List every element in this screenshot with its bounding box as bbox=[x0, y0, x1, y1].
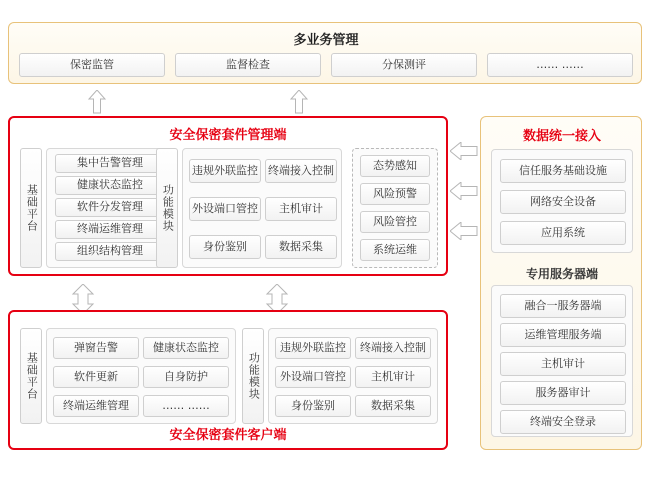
client-module-item[interactable]: 身份鉴别 bbox=[275, 395, 351, 417]
data-access-item[interactable]: 信任服务基础设施 bbox=[500, 159, 626, 183]
server-side-group bbox=[491, 285, 633, 437]
management-dashed-item[interactable]: 风险预警 bbox=[360, 183, 430, 205]
client-platform-label: 基础平台 bbox=[20, 328, 42, 424]
management-platform-label: 基础平台 bbox=[20, 148, 42, 268]
client-module-item[interactable]: 主机审计 bbox=[355, 366, 431, 388]
server-side-title: 专用服务器端 bbox=[525, 267, 598, 281]
server-item[interactable]: 终端安全登录 bbox=[500, 410, 626, 434]
client-module-item[interactable]: 终端接入控制 bbox=[355, 337, 431, 359]
client-platform-item[interactable]: 终端运维管理 bbox=[53, 395, 139, 417]
management-module-item[interactable]: 外设端口管控 bbox=[189, 197, 261, 221]
management-platform-item[interactable]: 终端运维管理 bbox=[55, 220, 165, 239]
client-module-group bbox=[268, 328, 438, 424]
client-platform-item[interactable]: …… …… bbox=[143, 395, 229, 417]
server-item[interactable]: 主机审计 bbox=[500, 352, 626, 376]
client-module-item[interactable]: 外设端口管控 bbox=[275, 366, 351, 388]
management-platform-item[interactable]: 健康状态监控 bbox=[55, 176, 165, 195]
client-platform-item[interactable]: 软件更新 bbox=[53, 366, 139, 388]
data-access-title: 数据统一接入 bbox=[522, 129, 601, 144]
business-item[interactable]: …… …… bbox=[487, 53, 633, 77]
management-dashed-item[interactable]: 系统运维 bbox=[360, 239, 430, 261]
business-management-items bbox=[19, 53, 633, 77]
arrow-left-icon bbox=[450, 142, 478, 160]
business-item[interactable]: 监督检查 bbox=[175, 53, 321, 77]
business-management-box bbox=[8, 22, 642, 84]
data-access-box bbox=[480, 116, 642, 450]
management-platform-item[interactable]: 组织结构管理 bbox=[55, 242, 165, 261]
client-platform-item[interactable]: 弹窗告警 bbox=[53, 337, 139, 359]
management-dashed-group bbox=[352, 148, 438, 268]
management-dashed-item[interactable]: 风险管控 bbox=[360, 211, 430, 233]
management-module-item[interactable]: 身份鉴别 bbox=[189, 235, 261, 259]
management-module-label: 功能模块 bbox=[156, 148, 178, 268]
client-platform-item[interactable]: 自身防护 bbox=[143, 366, 229, 388]
arrow-up-icon bbox=[290, 90, 308, 114]
server-item[interactable]: 服务器审计 bbox=[500, 381, 626, 405]
management-platform-group bbox=[46, 148, 172, 268]
arrow-left-icon bbox=[450, 222, 478, 240]
server-item[interactable]: 运维管理服务端 bbox=[500, 323, 626, 347]
business-management-title: 多业务管理 bbox=[293, 33, 359, 48]
management-dashed-item[interactable]: 态势感知 bbox=[360, 155, 430, 177]
business-item[interactable]: 保密监管 bbox=[19, 53, 165, 77]
business-item[interactable]: 分保测评 bbox=[331, 53, 477, 77]
management-module-item[interactable]: 终端接入控制 bbox=[265, 159, 337, 183]
arrow-left-icon bbox=[450, 182, 478, 200]
management-module-group bbox=[182, 148, 342, 268]
client-platform-group bbox=[46, 328, 236, 424]
management-side-box bbox=[8, 116, 448, 276]
data-access-item[interactable]: 网络安全设备 bbox=[500, 190, 626, 214]
client-side-box bbox=[8, 310, 448, 450]
arrow-up-icon bbox=[88, 90, 106, 114]
client-module-label: 功能模块 bbox=[242, 328, 264, 424]
server-item[interactable]: 融合一服务器端 bbox=[500, 294, 626, 318]
data-access-item[interactable]: 应用系统 bbox=[500, 221, 626, 245]
client-platform-item[interactable]: 健康状态监控 bbox=[143, 337, 229, 359]
management-module-item[interactable]: 主机审计 bbox=[265, 197, 337, 221]
data-access-group bbox=[491, 149, 633, 253]
management-platform-item[interactable]: 软件分发管理 bbox=[55, 198, 165, 217]
client-module-item[interactable]: 数据采集 bbox=[355, 395, 431, 417]
management-side-title: 安全保密套件管理端 bbox=[169, 128, 287, 143]
management-module-item[interactable]: 数据采集 bbox=[265, 235, 337, 259]
management-module-item[interactable]: 违规外联监控 bbox=[189, 159, 261, 183]
client-side-title: 安全保密套件客户端 bbox=[169, 428, 287, 443]
client-module-item[interactable]: 违规外联监控 bbox=[275, 337, 351, 359]
management-platform-item[interactable]: 集中告警管理 bbox=[55, 154, 165, 173]
